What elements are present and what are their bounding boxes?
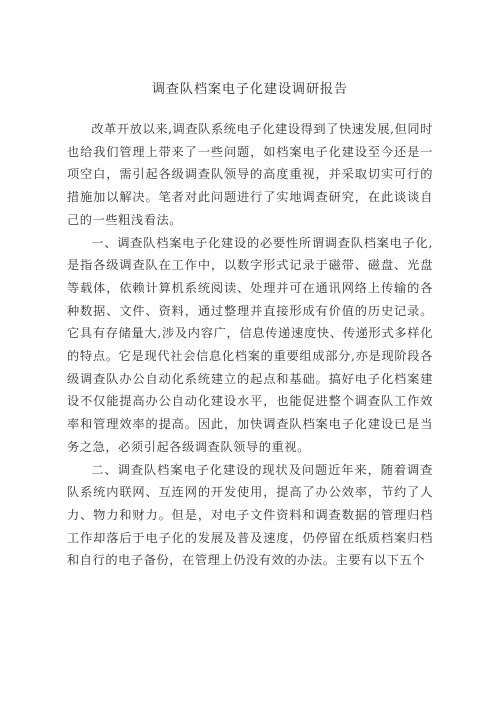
- paragraph-section-two: 二、调查队档案电子化建设的现状及问题近年来，随着调查队系统内联网、互连网的开发使用，提高了办公效率，节约了人力、物力和财力。但是，对电子文件资料和调查数据的管理归档工作却落后于电子化的发展及普及速度，仍停留在纸质档案归档和自行的电子备份，在管理上仍没有效的办法。主要有以下五个: [67, 462, 433, 568]
- paragraph-intro: 改革开放以来,调查队系统电子化建设得到了快速发展,但同时也给我们管理上带来了一些问题，如档案电子化建设至今还是一项空白，需引起各级调查队领导的高度重视，并采取切实可行的措施加以解决。笔者对此问题进行了实地调查研究，在此谈谈自己的一些粗浅看法。: [67, 122, 433, 227]
- paragraph-section-one: 一、调查队档案电子化建设的必要性所谓调查队档案电子化,是指各级调查队在工作中，以数字形式记录于磁带、磁盘、光盘等载体，依赖计算机系统阅读、处理并可在通讯网络上传输的各种数据、文件、资料，通过整理并直接形成有价值的历史记录。它具有存储量大,涉及内容广，信息传递速度快、传递形式多样化的特点。它是现代社会信息化档案的重要组成部分,亦是现阶段各级调查队办公自动化系统建立的起点和基础。搞好电子化档案建设不仅能提高办公自动化建设水平，也能促进整个调查队工作效率和管理效率的提高。因此，加快调查队档案电子化建设已是当务之急，必须引起各级调查队领导的重视。: [67, 235, 433, 454]
- document-title: 调查队档案电子化建设调研报告: [151, 82, 348, 97]
- document-body: [67, 118, 433, 572]
